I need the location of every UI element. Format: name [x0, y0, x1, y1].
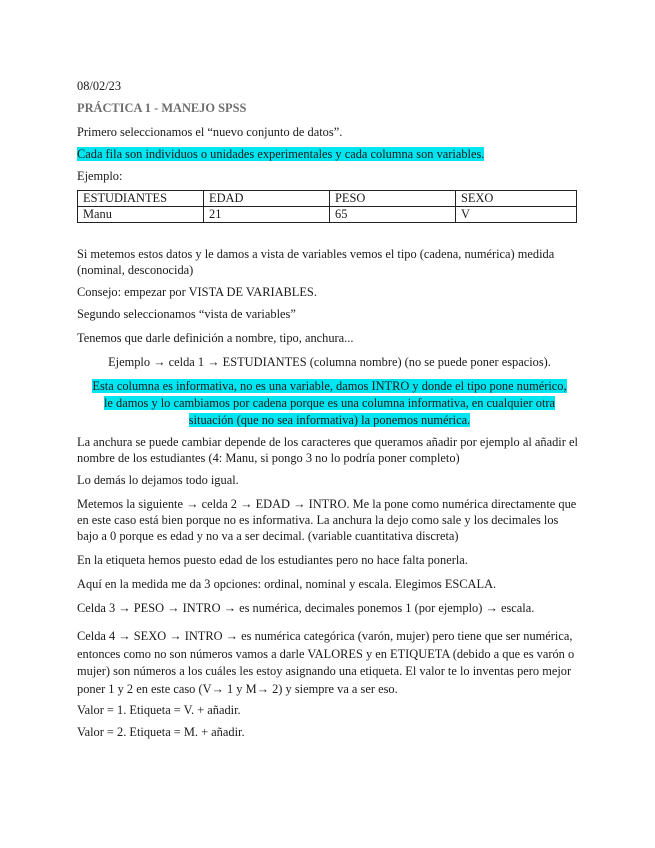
paragraph-5: Segundo seleccionamos “vista de variables”	[77, 307, 296, 321]
date: 08/02/23	[77, 79, 122, 93]
paragraph-13: Aquí en la medida me da 3 opciones: ordinal, nominal y escala. Elegimos ESCALA.	[77, 577, 497, 591]
highlighted-line-1: Esta columna es informativa, no es una variable, damos INTRO y donde el tipo pone numérico,	[92, 379, 567, 393]
paragraph-10: Lo demás lo dejamos todo igual.	[77, 473, 239, 487]
table-header-row	[78, 191, 577, 207]
table-row	[78, 207, 577, 223]
highlighted-block	[77, 378, 582, 429]
paragraph-14: Celda 3 → PESO → INTRO → es numérica, decimales ponemos 1 (por ejemplo) → escala.	[77, 601, 535, 615]
paragraph-7: Ejemplo → celda 1 → ESTUDIANTES (columna nombre) (no se puede poner espacios).	[108, 355, 551, 369]
paragraph-6: Tenemos que darle definición a nombre, tipo, anchura...	[77, 331, 354, 345]
highlighted-line-2: le damos y lo cambiamos por cadena porque es una columna informativa, en cualquier otra	[103, 396, 556, 410]
paragraph-1: Primero seleccionamos el “nuevo conjunto de datos”.	[77, 125, 343, 139]
paragraph-15: Celda 4 → SEXO → INTRO → es numérica categórica (varón, mujer) pero tiene que ser numérica, entonces como no son números vamos a darle VALORES y en ETIQUETA (debido a que es varón o mujer) son números a los cuáles les estoy asignando una etiqueta. El valor te lo inventas pero mejor poner 1 y 2 en este caso (V→ 1 y M→ 2) y siempre va a ser eso.	[77, 629, 575, 696]
paragraph-4: Consejo: empezar por VISTA DE VARIABLES.	[77, 285, 317, 299]
table-cell: Manu	[78, 207, 204, 223]
table-cell: V	[456, 207, 577, 223]
data-table	[77, 190, 577, 223]
paragraph-2	[77, 146, 484, 162]
table-header-cell: PESO	[330, 191, 456, 207]
highlighted-line-3: situación (que no sea informativa) la ponemos numérica.	[188, 413, 471, 427]
paragraph-16: Valor = 1. Etiqueta = V. + añadir.	[77, 703, 241, 717]
paragraph-11: Metemos la siguiente → celda 2 → EDAD → INTRO. Me la pone como numérica directamente que en este caso está bien porque no es informativa. La anchura la dejo como sale y los decimales los bajo a 0 porque es edad y no va a ser decimal. (variable cuantitativa discreta)	[77, 497, 577, 543]
table-cell: 65	[330, 207, 456, 223]
highlighted-text: Cada fila son individuos o unidades experimentales y cada columna son variables.	[77, 147, 485, 161]
table-header-cell: SEXO	[456, 191, 577, 207]
page-title: PRÁCTICA 1 - MANEJO SPSS	[77, 101, 247, 115]
table-cell: 21	[204, 207, 330, 223]
example-label: Ejemplo:	[77, 169, 123, 183]
paragraph-12: En la etiqueta hemos puesto edad de los estudiantes pero no hace falta ponerla.	[77, 553, 468, 567]
table-header-cell: ESTUDIANTES	[78, 191, 204, 207]
table-header-cell: EDAD	[204, 191, 330, 207]
paragraph-9: La anchura se puede cambiar depende de los caracteres que queramos añadir por ejemplo al añadir el nombre de los estudiantes (4: Manu, si pongo 3 no lo podría poner completo)	[77, 435, 578, 465]
paragraph-17: Valor = 2. Etiqueta = M. + añadir.	[77, 725, 245, 739]
paragraph-3: Si metemos estos datos y le damos a vista de variables vemos el tipo (cadena, numérica) medida (nominal, desconocida)	[77, 247, 555, 277]
